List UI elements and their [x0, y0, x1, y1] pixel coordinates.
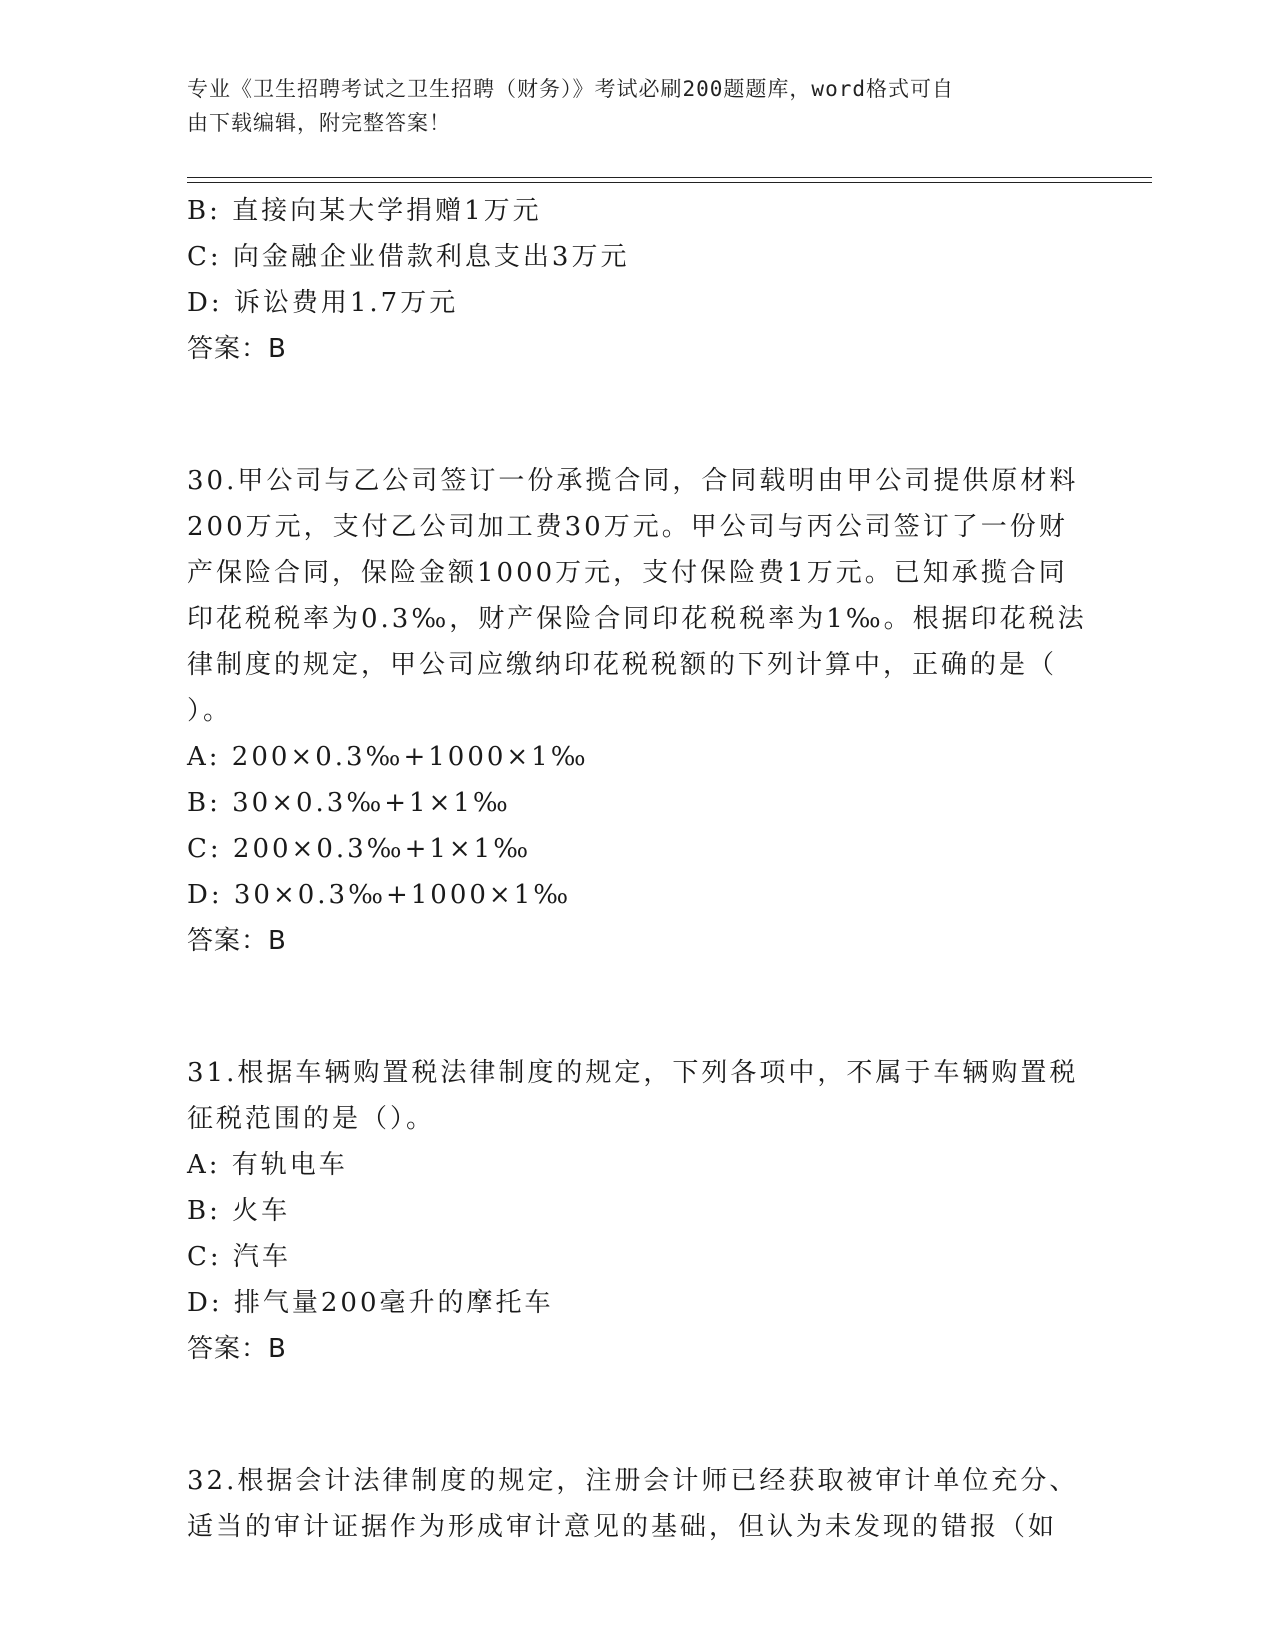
question-29 — [187, 188, 1087, 372]
question-stem-line: 32.根据会计法律制度的规定，注册会计师已经获取被审计单位充分、 — [187, 1466, 1079, 1496]
option-c: C: 汽车 — [187, 1242, 291, 1272]
option-b: B: 30×0.3‰+1×1‰ — [187, 788, 511, 818]
header-rule-bottom — [187, 182, 1152, 183]
header-line: 专业《卫生招聘考试之卫生招聘（财务）》考试必刷200题题库，word格式可自 — [187, 77, 954, 101]
option-c: C: 200×0.3‰+1×1‰ — [187, 834, 532, 864]
document-header — [187, 72, 1067, 140]
option-c: C: 向金融企业借款利息支出3万元 — [187, 242, 630, 272]
answer-line: 答案：B — [187, 1334, 287, 1364]
question-stem-line: 印花税税率为0.3‰，财产保险合同印花税税率为1‰。根据印花税法 — [187, 604, 1087, 634]
option-a: A: 200×0.3‰+1000×1‰ — [187, 742, 589, 772]
question-stem-line: 律制度的规定，甲公司应缴纳印花税税额的下列计算中，正确的是（ — [187, 650, 1058, 680]
option-b: B: 火车 — [187, 1196, 291, 1226]
question-stem-line: 征税范围的是（）。 — [187, 1104, 436, 1134]
question-30 — [187, 458, 1087, 964]
header-rule-top — [187, 177, 1152, 178]
question-31 — [187, 1050, 1087, 1372]
spacer — [187, 1372, 1087, 1458]
option-b: B: 直接向某大学捐赠1万元 — [187, 196, 542, 226]
question-stem-line: 30.甲公司与乙公司签订一份承揽合同，合同载明由甲公司提供原材料 — [187, 466, 1079, 496]
option-a: A: 有轨电车 — [187, 1150, 348, 1180]
option-d: D: 30×0.3‰+1000×1‰ — [187, 880, 572, 910]
question-32 — [187, 1458, 1087, 1550]
answer-line: 答案：B — [187, 926, 287, 956]
spacer — [187, 964, 1087, 1050]
question-stem-line: 适当的审计证据作为形成审计意见的基础，但认为未发现的错报（如 — [187, 1512, 1058, 1542]
option-d: D: 诉讼费用1.7万元 — [187, 288, 459, 318]
header-line: 由下载编辑，附完整答案！ — [187, 111, 451, 135]
spacer — [187, 372, 1087, 458]
question-stem-line: 产保险合同，保险金额1000万元，支付保险费1万元。已知承揽合同 — [187, 558, 1068, 588]
option-d: D: 排气量200毫升的摩托车 — [187, 1288, 554, 1318]
question-stem-line: 200万元，支付乙公司加工费30万元。甲公司与丙公司签订了一份财 — [187, 512, 1068, 542]
answer-line: 答案：B — [187, 334, 287, 364]
question-stem-line: ）。 — [187, 696, 233, 726]
question-stem-line: 31.根据车辆购置税法律制度的规定，下列各项中，不属于车辆购置税 — [187, 1058, 1079, 1088]
question-content — [187, 188, 1087, 1550]
